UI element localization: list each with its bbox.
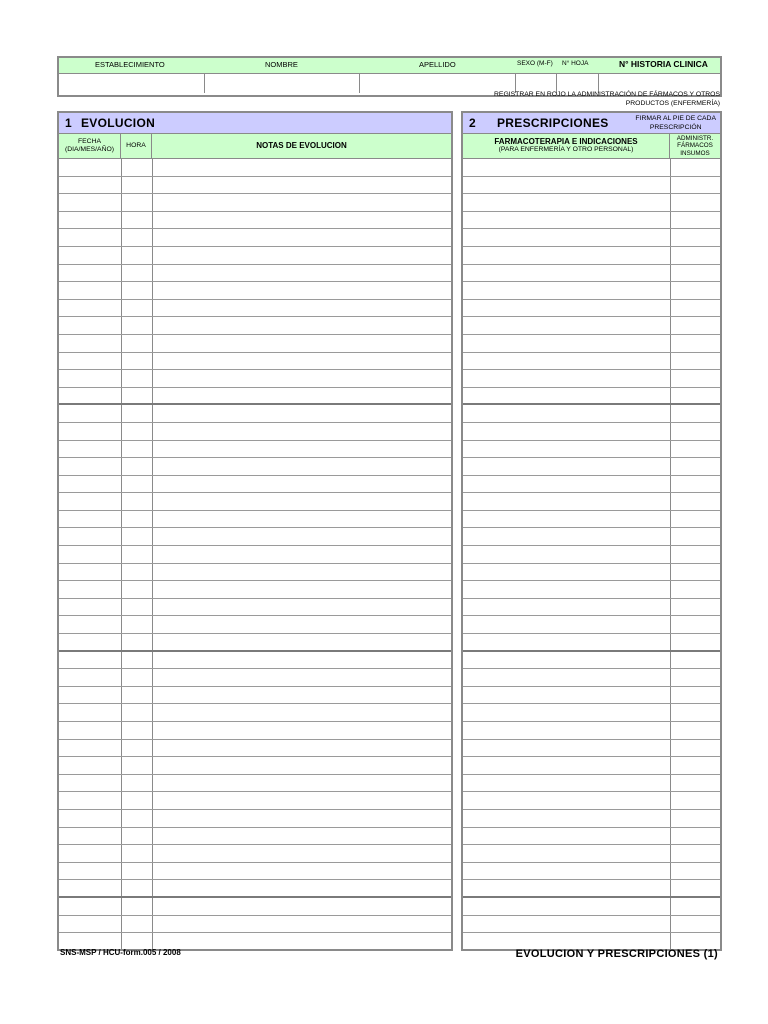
table-row[interactable] [463, 722, 720, 740]
table-row[interactable] [59, 916, 451, 934]
table-row[interactable] [59, 282, 451, 300]
evolucion-number: 1 [65, 116, 72, 130]
table-row[interactable] [59, 792, 451, 810]
table-row[interactable] [59, 845, 451, 863]
prescripciones-title-bar [463, 113, 720, 134]
table-row[interactable] [463, 388, 720, 406]
table-row[interactable] [463, 599, 720, 617]
table-row[interactable] [463, 845, 720, 863]
table-row[interactable] [463, 335, 720, 353]
notas-column-header [152, 134, 451, 158]
table-row[interactable] [463, 581, 720, 599]
farmacoterapia-column-header [463, 134, 670, 158]
table-row[interactable] [59, 159, 451, 177]
table-row[interactable] [463, 687, 720, 705]
farmacoterapia-label: FARMACOTERAPIA E INDICACIONES [494, 137, 638, 146]
fecha-label: FECHA [77, 138, 102, 145]
table-row[interactable] [463, 863, 720, 881]
table-row[interactable] [59, 722, 451, 740]
administr-column-header [670, 134, 720, 158]
table-row[interactable] [59, 493, 451, 511]
notas-label: NOTAS DE EVOLUCION [256, 141, 347, 150]
table-row[interactable] [463, 775, 720, 793]
apellido-label: APELLIDO [419, 60, 456, 69]
prescripciones-title: PRESCRIPCIONES [497, 116, 609, 130]
farmacos-label: FÁRMACOS [677, 142, 713, 150]
table-row[interactable] [59, 177, 451, 195]
table-row[interactable] [463, 933, 720, 949]
table-row[interactable] [59, 229, 451, 247]
historia-clinica-label: N° HISTORIA CLINICA [619, 59, 708, 69]
table-row[interactable] [59, 880, 451, 898]
table-row[interactable] [463, 669, 720, 687]
table-row[interactable] [59, 265, 451, 283]
table-row[interactable] [59, 194, 451, 212]
hora-column-header [121, 134, 152, 158]
table-row[interactable] [463, 370, 720, 388]
table-row[interactable] [59, 704, 451, 722]
table-row[interactable] [463, 194, 720, 212]
table-row[interactable] [59, 388, 451, 406]
table-row[interactable] [59, 810, 451, 828]
prescripciones-column-header [463, 134, 720, 159]
prescripciones-section [461, 111, 722, 951]
sexo-label: SEXO (M-F) [517, 60, 553, 67]
table-row[interactable] [59, 898, 451, 916]
table-row[interactable] [463, 616, 720, 634]
hora-label: HORA [126, 142, 146, 149]
form-code: SNS-MSP / HCU-form.005 / 2008 [60, 948, 181, 957]
table-row[interactable] [59, 757, 451, 775]
table-row[interactable] [59, 775, 451, 793]
firmar-note-line1: FIRMAR AL PIE DE CADA [635, 115, 716, 122]
table-row[interactable] [59, 933, 451, 949]
table-row[interactable] [463, 740, 720, 758]
admin-note-line2: PRODUCTOS (ENFERMERÍA) [625, 100, 720, 107]
table-row[interactable] [59, 599, 451, 617]
table-row[interactable] [59, 317, 451, 335]
table-row[interactable] [59, 511, 451, 529]
table-row[interactable] [59, 458, 451, 476]
table-row[interactable] [463, 757, 720, 775]
table-row[interactable] [463, 704, 720, 722]
table-row[interactable] [59, 581, 451, 599]
farmacoterapia-sub-label: (PARA ENFERMERÍA Y OTRO PERSONAL) [498, 146, 634, 153]
table-row[interactable] [59, 353, 451, 371]
table-row[interactable] [59, 370, 451, 388]
table-row[interactable] [463, 353, 720, 371]
table-row[interactable] [59, 300, 451, 318]
firmar-note [635, 114, 716, 132]
evolucion-rows[interactable] [59, 159, 451, 949]
table-row[interactable] [463, 898, 720, 916]
hoja-label: N° HOJA [562, 60, 589, 67]
table-row[interactable] [463, 458, 720, 476]
table-row[interactable] [463, 828, 720, 846]
table-row[interactable] [463, 159, 720, 177]
prescripciones-rows[interactable] [463, 159, 720, 949]
table-row[interactable] [463, 493, 720, 511]
patient-header-labels [59, 58, 720, 74]
table-row[interactable] [463, 212, 720, 230]
table-row[interactable] [59, 212, 451, 230]
table-row[interactable] [59, 828, 451, 846]
prescripciones-number: 2 [469, 116, 476, 130]
table-row[interactable] [59, 740, 451, 758]
insumos-label: INSUMOS [680, 149, 710, 157]
nombre-field[interactable] [205, 74, 360, 93]
table-row[interactable] [463, 300, 720, 318]
table-row[interactable] [463, 546, 720, 564]
table-row[interactable] [59, 335, 451, 353]
table-row[interactable] [59, 863, 451, 881]
evolucion-column-header [59, 134, 451, 159]
table-row[interactable] [463, 247, 720, 265]
table-row[interactable] [59, 616, 451, 634]
evolucion-title-bar [59, 113, 451, 134]
table-row[interactable] [59, 441, 451, 459]
establecimiento-field[interactable] [59, 74, 205, 93]
table-row[interactable] [463, 177, 720, 195]
table-row[interactable] [463, 880, 720, 898]
table-row[interactable] [59, 528, 451, 546]
table-row[interactable] [463, 564, 720, 582]
table-row[interactable] [59, 652, 451, 670]
table-row[interactable] [463, 423, 720, 441]
table-row[interactable] [463, 652, 720, 670]
fecha-sub-label: (DIA/MES/AÑO) [64, 146, 115, 153]
nombre-label: NOMBRE [265, 60, 298, 69]
table-row[interactable] [59, 546, 451, 564]
table-row[interactable] [463, 405, 720, 423]
evolucion-title: EVOLUCION [81, 116, 156, 130]
evolucion-section [57, 111, 453, 951]
table-row[interactable] [463, 528, 720, 546]
table-row[interactable] [463, 317, 720, 335]
table-row[interactable] [463, 792, 720, 810]
table-row[interactable] [59, 476, 451, 494]
admin-note [494, 90, 720, 108]
table-row[interactable] [59, 405, 451, 423]
table-row[interactable] [463, 441, 720, 459]
establecimiento-label: ESTABLECIMIENTO [95, 60, 165, 69]
table-row[interactable] [59, 634, 451, 652]
table-row[interactable] [59, 423, 451, 441]
table-row[interactable] [463, 511, 720, 529]
table-row[interactable] [463, 916, 720, 934]
table-row[interactable] [463, 282, 720, 300]
administr-label: ADMINISTR. [676, 134, 714, 142]
table-row[interactable] [463, 810, 720, 828]
admin-note-line1: REGISTRAR EN ROJO LA ADMINISTRACIÓN DE FÁRMACOS Y OTROS [494, 91, 720, 98]
table-row[interactable] [463, 476, 720, 494]
table-row[interactable] [463, 634, 720, 652]
table-row[interactable] [463, 265, 720, 283]
table-row[interactable] [463, 229, 720, 247]
table-row[interactable] [59, 247, 451, 265]
fecha-column-header [59, 134, 121, 158]
table-row[interactable] [59, 669, 451, 687]
apellido-field[interactable] [360, 74, 516, 93]
table-row[interactable] [59, 687, 451, 705]
firmar-note-line2: PRESCRIPCIÓN [649, 124, 702, 131]
form-title: EVOLUCION Y PRESCRIPCIONES (1) [515, 948, 718, 960]
table-row[interactable] [59, 564, 451, 582]
